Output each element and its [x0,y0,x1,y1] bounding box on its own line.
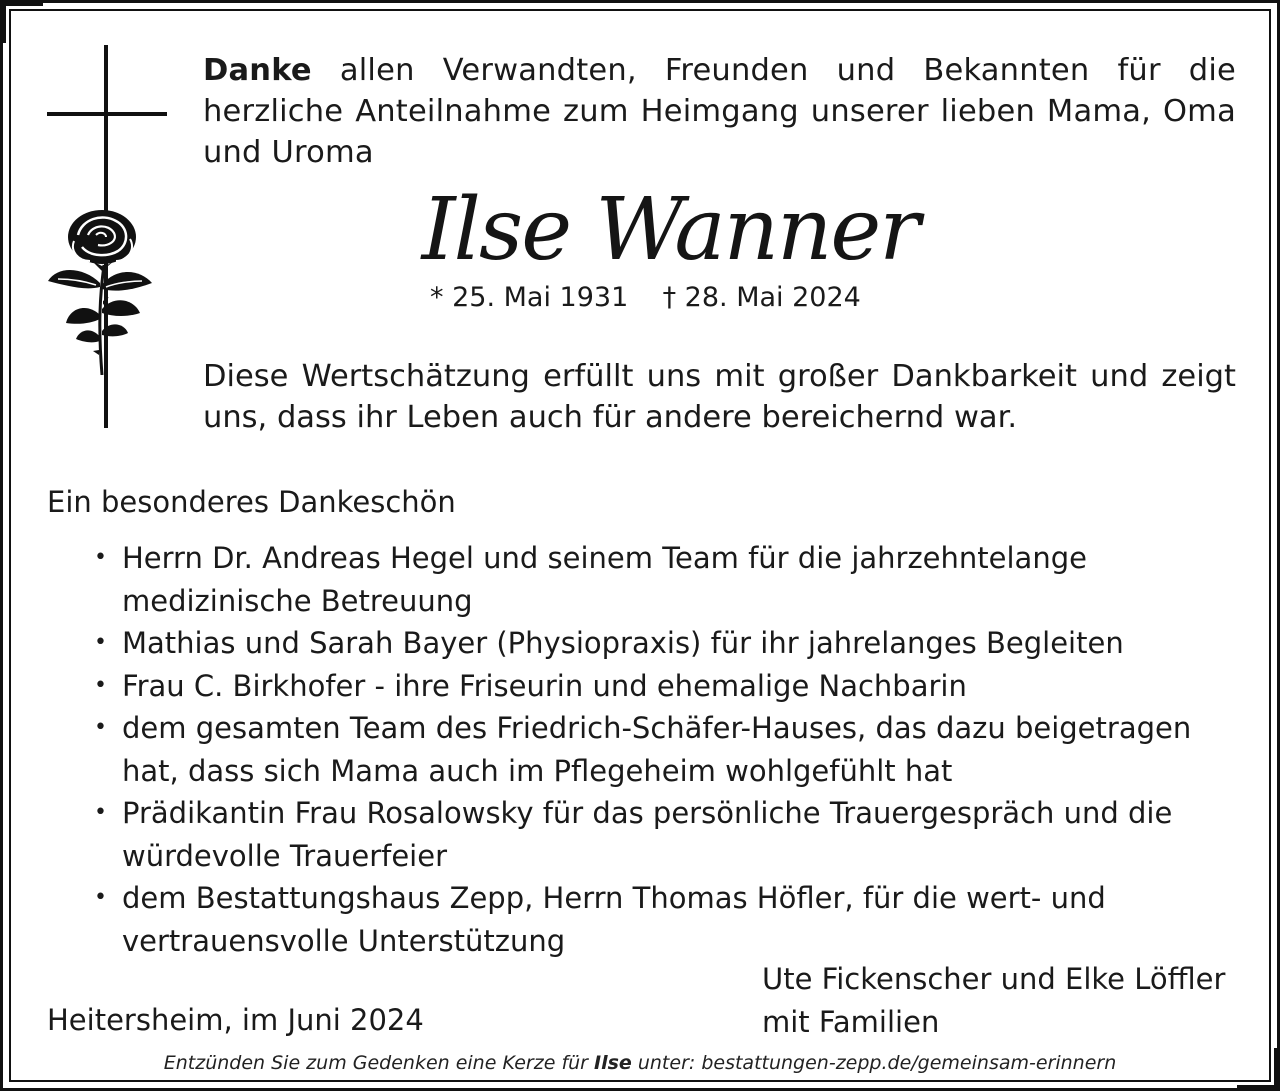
list-item [92,665,1242,708]
footer-note [0,1050,1280,1076]
place-date: Heitersheim, im Juni 2024 [47,1003,424,1037]
signers-line-1: Ute Fickenscher und Elke Löffler [762,962,1226,996]
list-item [92,792,1242,877]
frame-corner [1237,1085,1277,1088]
rose-icon [44,205,156,375]
bullet-icon: • [94,545,107,570]
footer-prefix: Entzünden Sie zum Gedenken eine Kerze für [163,1052,595,1074]
deceased-name: Ilse Wanner [421,180,919,280]
bullet-icon: • [94,885,107,910]
bullet-icon: • [94,715,107,740]
intro-body: allen Verwandten, Freunden und Bekannten für die herzliche Anteilnahme zum Heimgang unserer lieben Mama, Oma und Uroma [203,53,1236,170]
footer-first-name: Ilse [594,1052,632,1074]
list-item-text: Prädikantin Frau Rosalowsky für das persönliche Trauergespräch und die würdevolle Trauerfeier [122,796,1173,873]
death-date: † 28. Mai 2024 [662,282,861,313]
list-item [92,707,1242,792]
life-dates [430,282,861,314]
list-item [92,622,1242,665]
footer-suffix: unter: bestattungen-zepp.de/gemeinsam-erinnern [631,1052,1117,1074]
list-item-text: Frau C. Birkhofer - ihre Friseurin und ehemalige Nachbarin [122,668,967,703]
signers-line-2: mit Familien [762,1005,940,1039]
bullet-icon: • [94,800,107,825]
frame-corner [3,3,6,43]
gratitude-text: Diese Wertschätzung erfüllt uns mit großer Dankbarkeit und zeigt uns, dass ihr Leben auch für andere bereichernd war. [203,359,1236,435]
list-item-text: Herrn Dr. Andreas Hegel und seinem Team für die jahrzehntelange medizinische Betreuung [122,541,1087,618]
frame-corner [3,3,43,6]
birth-date: * 25. Mai 1931 [430,282,629,313]
intro-text [203,50,1236,173]
list-item-text: Mathias und Sarah Bayer (Physiopraxis) für ihr jahrelanges Begleiten [122,626,1124,660]
cross-icon [47,112,167,116]
list-item [92,877,1242,962]
bullet-icon: • [94,672,107,698]
list-item-text: dem Bestattungshaus Zepp, Herrn Thomas Höfler, für die wert- und vertrauensvolle Unterstützung [122,881,1106,958]
special-thanks-list [92,537,1242,962]
signers [762,958,1225,1044]
special-thanks-title: Ein besonderes Dankeschön [47,485,456,519]
list-item-text: dem gesamten Team des Friedrich-Schäfer-Hauses, das dazu beigetragen hat, dass sich Mama auch im Pflegeheim wohlgefühlt hat [122,711,1192,788]
intro-lead: Danke [203,53,312,88]
bullet-icon: • [94,630,107,655]
list-item [92,537,1242,622]
